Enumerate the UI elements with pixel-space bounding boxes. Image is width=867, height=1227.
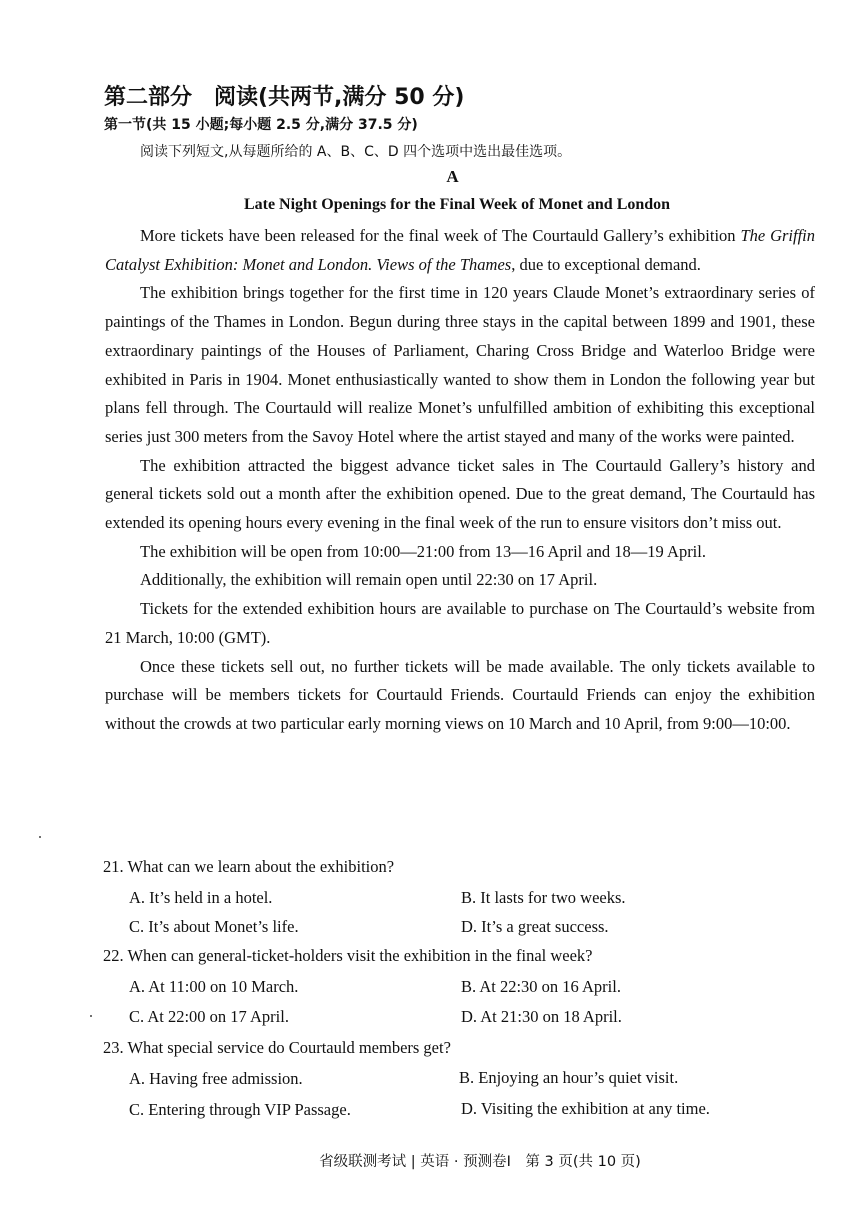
option-b: B. At 22:30 on 16 April. bbox=[461, 977, 621, 996]
option-c: C. It’s about Monet’s life. bbox=[129, 917, 299, 936]
question-23 bbox=[103, 1038, 710, 1119]
option-a: A. Having free admission. bbox=[129, 1069, 303, 1088]
exhibition-name: The Griffin Catalyst Exhibition: Monet and London. Views of the Thames bbox=[105, 226, 815, 274]
scan-speck bbox=[39, 836, 41, 838]
question-21 bbox=[103, 857, 626, 936]
option-a: A. At 11:00 on 10 March. bbox=[129, 977, 299, 996]
question-stem: 23. What special service do Courtauld members get? bbox=[103, 1038, 451, 1057]
option-c: C. At 22:00 on 17 April. bbox=[129, 1007, 289, 1026]
paragraph-1-tail: , due to exceptional demand. bbox=[511, 254, 701, 274]
option-d: D. Visiting the exhibition at any time. bbox=[461, 1099, 710, 1118]
question-22 bbox=[103, 946, 622, 1026]
option-b: B. Enjoying an hour’s quiet visit. bbox=[459, 1068, 679, 1087]
paragraph-5: Additionally, the exhibition will remain open until 22:30 on 17 April. bbox=[140, 570, 598, 590]
question-stem: 22. When can general-ticket-holders visit the exhibition in the final week? bbox=[103, 946, 593, 965]
option-d: D. At 21:30 on 18 April. bbox=[461, 1007, 622, 1026]
paragraph-2: The exhibition brings together for the first time in 120 years Claude Monet’s extraordinary series of paintings of the Thames in London. Begun during three stays in the capital between 1899 and 1901, these extraordinary paintings of the Houses of Parliament, Charing Cross Bridge and Waterloo Bridge were exhibited in Paris in 1904. Monet enthusiastically wanted to show them in London the following year but plans fell through. The Courtauld will realize Monet’s unfulfilled ambition of exhibiting this exceptional series just 300 meters from the Savoy Hotel where the artist stayed and many of the works were painted. bbox=[105, 283, 815, 446]
paragraph-4: The exhibition will be open from 10:00—21:00 from 13—16 April and 18—19 April. bbox=[140, 541, 706, 561]
paragraph-3: The exhibition attracted the biggest advance ticket sales in The Courtauld Gallery’s history and general tickets sold out a month after the exhibition opened. Due to the great demand, The Courtauld has extended its opening hours every evening in the final week of the run to ensure visitors don’t miss out. bbox=[105, 455, 815, 533]
option-d: D. It’s a great success. bbox=[461, 917, 609, 936]
paragraph-1 bbox=[105, 222, 815, 279]
passage-body bbox=[105, 222, 815, 739]
scan-speck bbox=[90, 1015, 92, 1017]
section-title: 第一节(共 15 小题;每小题 2.5 分,满分 37.5 分) bbox=[104, 117, 418, 133]
question-stem: 21. What can we learn about the exhibition? bbox=[103, 857, 395, 876]
paragraph-6: Tickets for the extended exhibition hours are available to purchase on The Courtauld’s website from 21 March, 10:00 (GMT). bbox=[105, 599, 815, 647]
option-b: B. It lasts for two weeks. bbox=[461, 888, 626, 907]
part-title: 第二部分 阅读(共两节,满分 50 分) bbox=[104, 85, 465, 110]
passage-title: Late Night Openings for the Final Week of Monet and London bbox=[243, 196, 671, 213]
option-a: A. It’s held in a hotel. bbox=[129, 888, 273, 907]
paragraph-1-text: More tickets have been released for the final week of The Courtauld Gallery’s exhibition bbox=[140, 226, 741, 245]
option-c: C. Entering through VIP Passage. bbox=[129, 1100, 351, 1119]
page-footer: 省级联测考试 | 英语 · 预测卷Ⅰ 第 3 页(共 10 页) bbox=[319, 1154, 641, 1170]
instruction-text: 阅读下列短文,从每题所给的 A、B、C、D 四个选项中选出最佳选项。 bbox=[140, 144, 572, 160]
paragraph-7: Once these tickets sell out, no further tickets will be made available. The only tickets available to purchase will be members tickets for Courtauld Friends. Courtauld Friends can enjoy the exhibition without the crowds at two particular early morning views on 10 March and 10 April, from 9:00—10:00. bbox=[105, 656, 815, 733]
passage-letter: A bbox=[446, 167, 459, 186]
